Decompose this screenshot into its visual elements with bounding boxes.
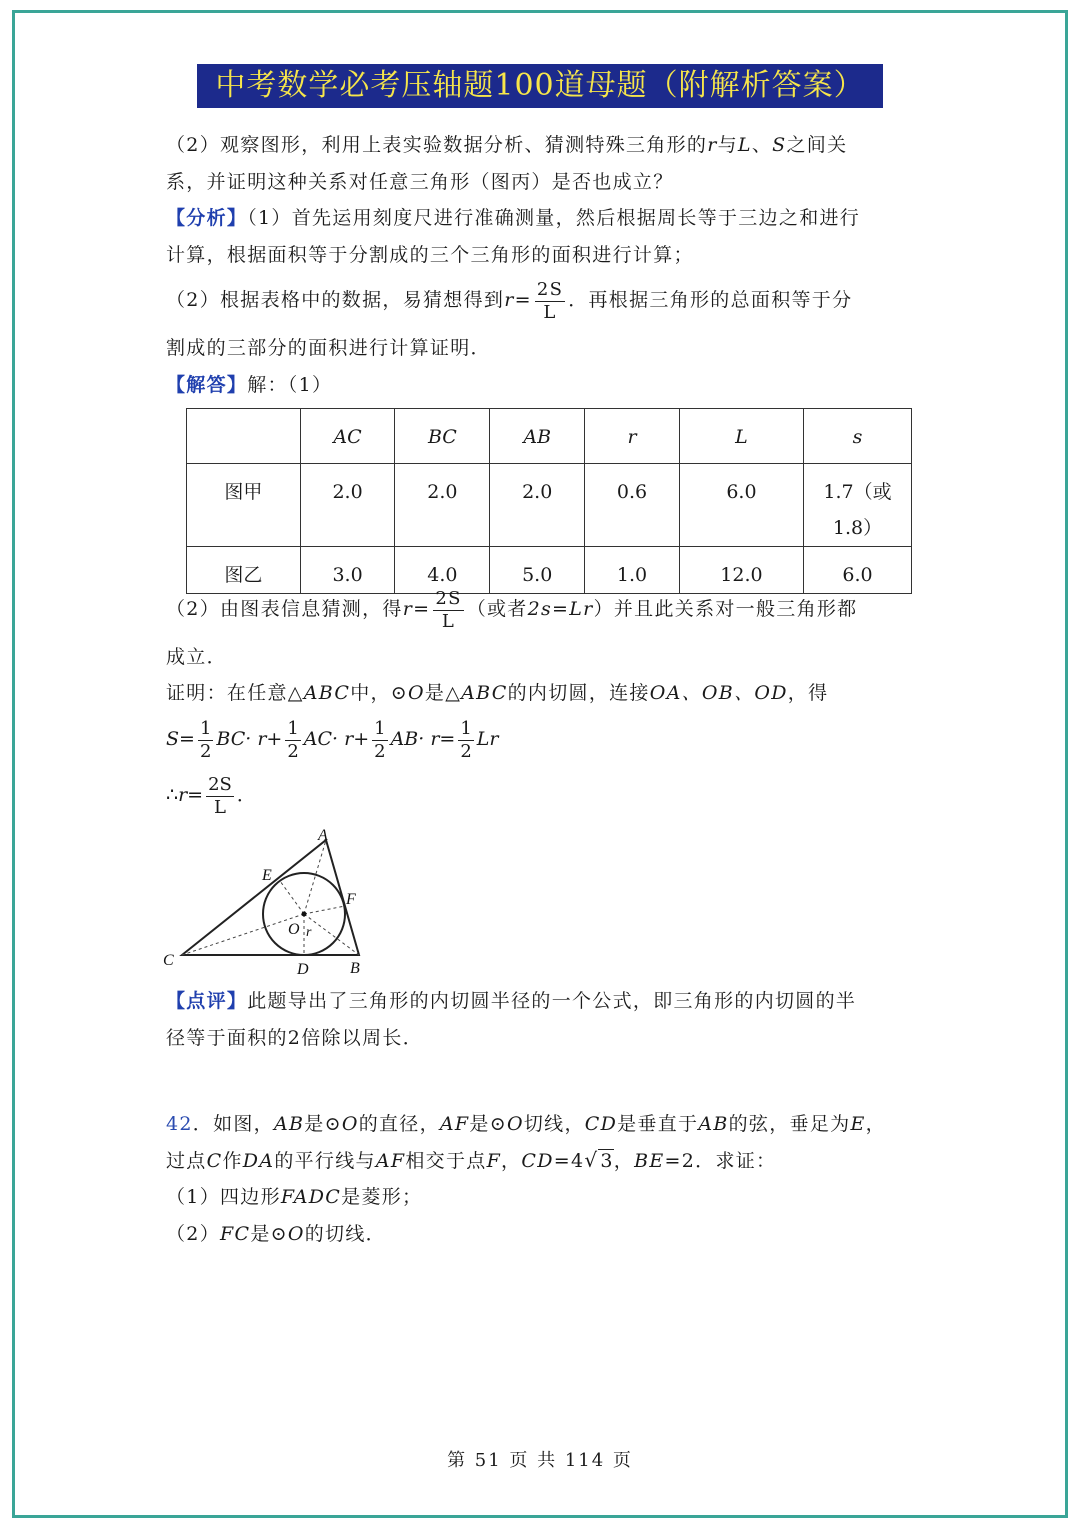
conclusion-line1: （2）由图表信息猜测，得r= $\frac{2S}{L}$ （或者2s=Lr）并且此关系对一般三角形都 (166, 587, 858, 632)
answer-tag: 【解答】 (166, 374, 248, 396)
table-header-cell: BC (395, 409, 490, 464)
analysis-line4: 割成的三部分的面积进行计算证明． (166, 337, 491, 359)
label-E: E (262, 867, 272, 884)
comment-tag: 【点评】 (166, 990, 248, 1012)
therefore-line: ∴r= $\frac{2S}{L}$ ． (166, 773, 256, 818)
page-footer: 第 51 页 共 114 页 (447, 1450, 633, 1471)
table-header-cell: s (804, 409, 912, 464)
area-formula: S= $\frac{1}{2}$ BC· r+ $\frac{1}{2}$ AC· r+ $\frac{1}{2}$ AB· r= $\frac{1}{2}$ Lr (166, 717, 499, 762)
table-cell: 12.0 (679, 547, 803, 594)
table-header-cell: AB (490, 409, 585, 464)
analysis-line1: 【分析】（1）首先运用刻度尺进行准确测量，然后根据周长等于三边之和进行 (166, 207, 861, 229)
table-cell: 2.0 (395, 464, 490, 547)
proof-line1: 证明：在任意△ABC中，⊙O是△ABC的内切圆，连接OA、OB、OD，得 (166, 682, 829, 704)
q42-line1: 42．如图，AB是⊙O的直径，AF是⊙O切线，CD是垂直于AB的弦，垂足为E， (166, 1113, 886, 1135)
table-cell: 6.0 (679, 464, 803, 547)
page-border (12, 10, 1068, 1518)
table-cell: 4.0 (395, 547, 490, 594)
table-cell: 图乙 (187, 547, 301, 594)
header-banner: 中考数学必考压轴题100道母题（附解析答案） (197, 64, 883, 108)
fraction-2S-over-L: $\frac{2S}{L}$ (435, 587, 462, 632)
table-cell: 0.6 (585, 464, 680, 547)
q42-part2: （2）FC是⊙O的切线． (166, 1223, 386, 1245)
label-O: O (288, 921, 300, 938)
label-C: C (163, 952, 174, 969)
table-header-cell (187, 409, 301, 464)
question-number: 42 (166, 1113, 193, 1135)
analysis-line2: 计算，根据面积等于分割成的三个三角形的面积进行计算； (166, 244, 694, 266)
center-point-O (302, 912, 307, 917)
answer-line: 【解答】解：（1） (166, 374, 333, 396)
table-cell: 2.0 (300, 464, 395, 547)
label-r: r (306, 925, 312, 940)
label-A: A (318, 827, 328, 844)
segment-OE (280, 881, 304, 914)
table-cell: 图甲 (187, 464, 301, 547)
segment-OF (304, 906, 345, 914)
table-cell: 5.0 (490, 547, 585, 594)
q42-line2: 过点C作DA的平行线与AF相交于点F，CD=4√ 3，BE=2．求证： (166, 1148, 777, 1172)
q2-line2: 系，并证明这种关系对任意三角形（图丙）是否也成立？ (166, 171, 674, 193)
table-header-cell: L (679, 409, 803, 464)
table-cell: 2.0 (490, 464, 585, 547)
table-cell: 1.0 (585, 547, 680, 594)
label-F: F (346, 891, 356, 908)
table-header-cell: r (585, 409, 680, 464)
comment-line2: 径等于面积的2倍除以周长． (166, 1027, 423, 1049)
table-cell: 6.0 (804, 547, 912, 594)
table-header-cell: AC (300, 409, 395, 464)
segment-OB (304, 914, 359, 955)
fraction-2S-over-L: $\frac{2S}{L}$ (536, 278, 564, 323)
comment-line1: 【点评】此题导出了三角形的内切圆半径的一个公式，即三角形的内切圆的半 (166, 990, 857, 1012)
conclusion-line2: 成立． (166, 646, 227, 668)
q2-line1: （2）观察图形，利用上表实验数据分析、猜测特殊三角形的r与L、S之间关 (166, 134, 848, 156)
q42-part1: （1）四边形FADC是菱形； (166, 1186, 423, 1208)
segment-OC (182, 914, 304, 955)
data-table (186, 408, 912, 594)
analysis-line3: （2）根据表格中的数据，易猜想得到r= $\frac{2S}{L}$ ．再根据三角形的总面积等于分 (166, 278, 853, 323)
label-B: B (350, 960, 360, 977)
table-cell: 3.0 (300, 547, 395, 594)
analysis-tag: 【分析】 (166, 207, 248, 229)
table-cell: 1.7（或1.8） (804, 464, 912, 547)
table-header-row (187, 409, 912, 464)
triangle-incircle-diagram (158, 826, 378, 981)
label-D: D (297, 961, 309, 978)
table-row (187, 464, 912, 547)
